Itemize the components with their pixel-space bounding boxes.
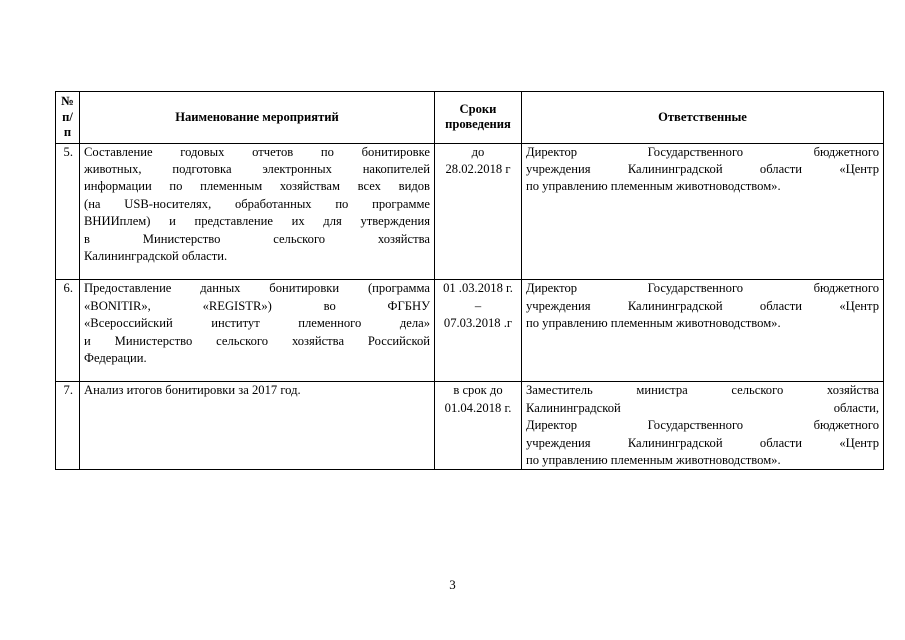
- event-responsible: [522, 143, 884, 280]
- event-deadline: [435, 382, 522, 470]
- event-name: [80, 382, 435, 470]
- row-number: 5.: [56, 143, 80, 280]
- event-responsible-line: Директор Государственного бюджетного: [526, 418, 879, 433]
- header-date: Сроки проведения: [435, 92, 522, 144]
- event-responsible-line: учреждения Калининградской области «Центр: [526, 161, 879, 176]
- event-responsible-line: Заместитель министра сельского хозяйства: [526, 383, 879, 398]
- event-name-line: ВНИИплем) и представление их для утверждения: [84, 214, 430, 229]
- event-name: [80, 143, 435, 280]
- event-name-line: (на USB-носителях, обработанных по программе: [84, 196, 430, 211]
- event-responsible-line: по управлению племенным животноводством».: [526, 179, 781, 194]
- event-deadline-line: до: [471, 144, 485, 159]
- event-deadline-line: 01.04.2018 г.: [444, 400, 512, 415]
- event-responsible: [522, 382, 884, 470]
- event-responsible-line: Директор Государственного бюджетного: [526, 144, 879, 159]
- event-name-line: в Министерство сельского хозяйства: [84, 231, 430, 246]
- event-name-line: и Министерство сельского хозяйства Российской: [84, 333, 430, 348]
- header-name: Наименование мероприятий: [80, 92, 435, 144]
- event-responsible-line: Директор Государственного бюджетного: [526, 281, 879, 296]
- event-name-line: животных, подготовка электронных накопителей: [84, 161, 430, 176]
- page-number: 3: [449, 577, 456, 592]
- event-deadline: [435, 280, 522, 382]
- event-responsible-line: по управлению племенным животноводством».: [526, 316, 781, 331]
- event-name-line: «BONITIR», «REGISTR») во ФГБНУ: [84, 298, 430, 313]
- table-body: [56, 143, 884, 470]
- event-deadline-line: 28.02.2018 г: [445, 161, 511, 176]
- table-header-row: [56, 92, 884, 144]
- row-number: 7.: [56, 382, 80, 470]
- event-name-line: информации по племенным хозяйствам всех видов: [84, 179, 430, 194]
- event-deadline-line: 07.03.2018 .г: [443, 316, 513, 331]
- event-responsible-line: учреждения Калининградской области «Центр: [526, 435, 879, 450]
- event-responsible-line: Калининградской области,: [526, 400, 879, 415]
- event-responsible-line: по управлению племенным животноводством».: [526, 453, 781, 467]
- event-name-line: Калининградской области.: [84, 248, 228, 263]
- event-name-line: Федерации.: [84, 350, 147, 365]
- row-number: 6.: [56, 280, 80, 382]
- header-responsible: Ответственные: [522, 92, 884, 144]
- event-responsible: [522, 280, 884, 382]
- table-row: [56, 143, 884, 280]
- event-deadline-line: –: [474, 298, 482, 313]
- event-deadline-line: 01 .03.2018 г.: [443, 281, 513, 296]
- event-name: [80, 280, 435, 382]
- event-name-line: «Всероссийский институт племенного дела»: [84, 316, 430, 331]
- table-row: [56, 280, 884, 382]
- event-deadline-line: в срок до: [453, 383, 503, 398]
- event-name-line: Составление годовых отчетов по бонитировке: [84, 144, 430, 159]
- event-name-line: Предоставление данных бонитировки (программа: [84, 281, 430, 296]
- event-deadline: [435, 143, 522, 280]
- table-row: [56, 382, 884, 470]
- events-table: [55, 91, 884, 470]
- event-name-line: Анализ итогов бонитировки за 2017 год.: [84, 383, 301, 398]
- event-responsible-line: учреждения Калининградской области «Центр: [526, 298, 879, 313]
- header-num: № п/п: [56, 92, 80, 144]
